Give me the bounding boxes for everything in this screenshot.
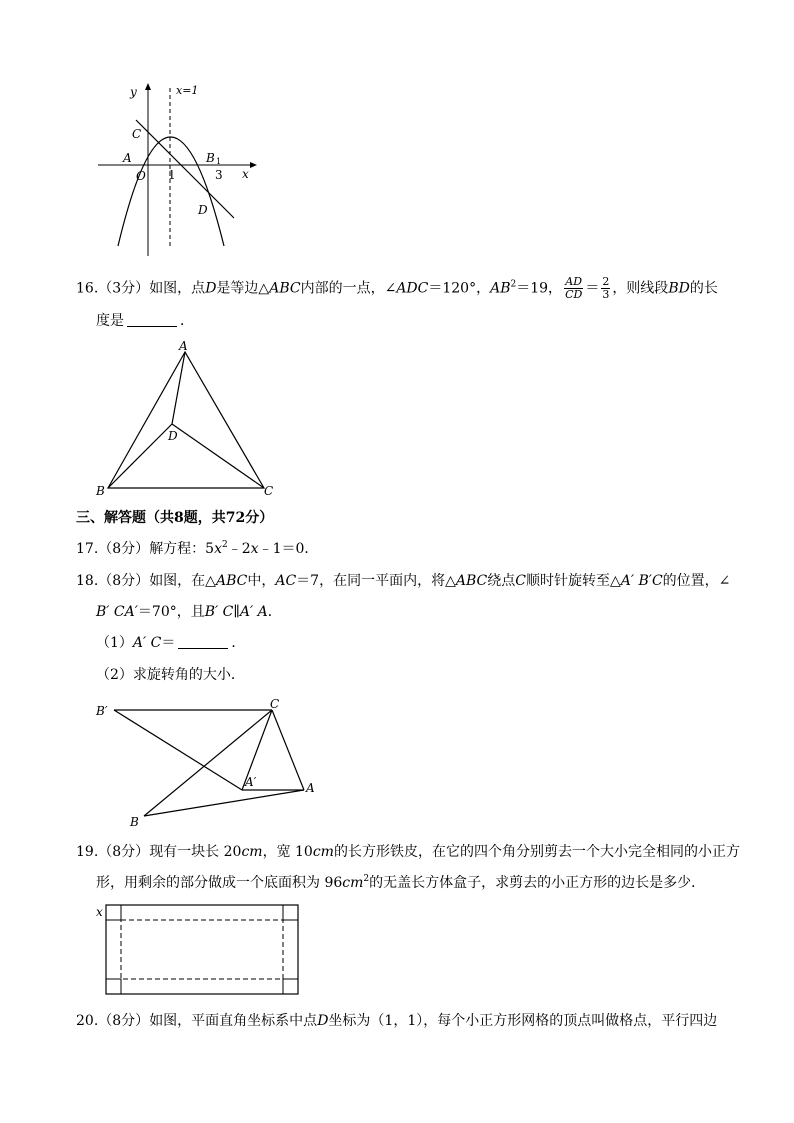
text: ，则线段: [612, 280, 669, 297]
label-c: C: [132, 127, 142, 141]
exponent: 2: [222, 540, 228, 550]
label-a: A: [306, 781, 315, 795]
segment-c-a: [272, 710, 304, 790]
numerator: 2: [602, 275, 610, 288]
text: 的长: [689, 280, 718, 297]
label-c: C: [270, 697, 280, 711]
label-b: B: [206, 151, 215, 165]
question-19-line-1: [76, 842, 740, 862]
question-17: [76, 539, 318, 559]
var: AB: [490, 280, 511, 297]
text: 的位置，∠: [662, 573, 731, 589]
question-18-sub-2: （2）求旋转角的大小．: [96, 667, 245, 683]
corner-square-bl: [106, 979, 121, 994]
figure-19-sheet: [94, 902, 306, 998]
question-20-line-1: [76, 1011, 717, 1031]
label-b: B: [130, 815, 139, 828]
corner-square-br: [283, 979, 298, 994]
text: ＝70°，且: [137, 604, 205, 620]
question-number: 20.: [76, 1013, 99, 1029]
label-x: x: [242, 167, 249, 181]
points: （8分）: [98, 541, 150, 557]
figure-15-parabola: [90, 78, 260, 260]
var: C: [515, 573, 526, 589]
text: ﹣1＝0．: [258, 541, 319, 557]
text: ．: [231, 635, 246, 651]
x-axis-arrow-icon: [250, 162, 257, 168]
var: x: [214, 541, 223, 557]
text: 解方程：5: [149, 541, 215, 557]
label-ap: A′: [245, 775, 257, 789]
text: ，宽 10: [262, 844, 313, 860]
tick-1: 1: [168, 168, 176, 182]
figure-16-triangle: [92, 338, 282, 500]
label-y: y: [130, 85, 137, 99]
label-a: A: [179, 339, 188, 353]
var: B′ CA′: [96, 604, 138, 620]
outer-rectangle: [106, 905, 298, 994]
var: A′ B′C: [620, 573, 663, 589]
question-18-sub-1: [96, 633, 245, 653]
fold-lines: [121, 920, 283, 979]
var: A′ C: [132, 635, 162, 651]
text: 坐标为（1，1），每个小正方形网格的顶点叫做格点，平行四边: [328, 1013, 718, 1029]
text: 的长方形铁皮，在它的四个角分别剪去一个大小完全相同的小正方: [333, 844, 740, 860]
var: ADC: [396, 280, 429, 297]
text: 顺时针旋转至△: [525, 573, 621, 589]
text: 如图，点: [149, 280, 206, 297]
label-b-sub: 1: [216, 157, 222, 166]
text: 中，: [247, 573, 276, 589]
label-c: C: [264, 484, 274, 498]
denominator: 3: [602, 288, 610, 301]
question-number: 16.: [76, 280, 99, 297]
text: 如图，在△: [149, 573, 216, 589]
label-bp: B′: [96, 704, 108, 718]
question-number: 19.: [76, 844, 99, 860]
text: ＝120°，: [428, 280, 491, 297]
var: D: [205, 280, 217, 297]
label-a: A: [123, 151, 132, 165]
text: 是等边△: [216, 280, 270, 297]
text: ＝: [161, 635, 176, 651]
unit: cm: [342, 875, 364, 891]
text: （1）: [96, 635, 133, 651]
denominator: CD: [565, 288, 583, 301]
exponent: 2: [363, 874, 370, 884]
text: 内部的一点，∠: [300, 280, 397, 297]
segment-c-b: [144, 710, 272, 816]
text: ．: [267, 604, 282, 620]
question-number: 17.: [76, 541, 99, 557]
var: BD: [668, 280, 690, 297]
numerator: AD: [565, 275, 583, 288]
unit: cm: [241, 844, 263, 860]
segment-b-a: [144, 790, 304, 816]
label-sym-axis: x=1: [176, 84, 199, 97]
question-16-line-1: [76, 276, 718, 301]
points: （3分）: [98, 280, 150, 297]
question-18-line-1: [76, 571, 730, 591]
text: 形，用剩余的部分做成一个底面积为 96: [96, 875, 343, 891]
var: D: [317, 1013, 329, 1029]
answer-blank[interactable]: [127, 312, 177, 327]
unit: cm: [312, 844, 334, 860]
text: ＝: [585, 280, 600, 297]
points: （8分）: [98, 844, 150, 860]
label-d: D: [198, 203, 208, 217]
points: （8分）: [98, 1013, 150, 1029]
text: 现有一块长 20: [149, 844, 242, 860]
question-18-line-2: [96, 602, 282, 622]
text: 度是: [96, 313, 124, 329]
text: 如图，平面直角坐标系中点: [149, 1013, 318, 1029]
var: ABC: [269, 280, 301, 297]
segment-cd: [172, 424, 264, 488]
label-d: D: [168, 429, 178, 443]
var: x: [250, 541, 259, 557]
var: B′ C: [204, 604, 234, 620]
var: A′ A: [239, 604, 268, 620]
points: （8分）: [98, 573, 150, 589]
var: ABC: [455, 573, 488, 589]
answer-blank[interactable]: [178, 634, 228, 649]
question-16-line-2: [96, 311, 194, 331]
text: ＝19，: [516, 280, 563, 297]
fraction-ad-cd: [564, 276, 583, 301]
label-b: B: [96, 484, 105, 498]
text: ＝7，在同一平面内，将△: [296, 573, 456, 589]
figure-18-rotation: [92, 696, 324, 828]
y-axis-arrow-icon: [145, 83, 151, 90]
tick-3: 3: [215, 168, 223, 182]
exponent: 2: [510, 279, 517, 290]
question-number: 18.: [76, 573, 99, 589]
var: ABC: [215, 573, 248, 589]
segment-bd: [108, 424, 172, 488]
corner-square-tl: [106, 905, 121, 920]
label-o: O: [136, 169, 146, 183]
section-3-title: 三、解答题（共8题，共72分）: [76, 510, 274, 526]
fraction-2-3: [601, 276, 610, 301]
text: ﹣2: [227, 541, 251, 557]
text: 绕点: [487, 573, 516, 589]
triangle-abc: [108, 352, 264, 488]
text: ∥: [233, 604, 240, 620]
text: ．: [180, 313, 194, 329]
var: AC: [275, 573, 297, 589]
label-x: x: [96, 905, 103, 919]
text: 的无盖长方体盒子，求剪去的小正方形的边长是多少．: [369, 875, 706, 891]
question-19-line-2: [96, 873, 705, 893]
corner-square-tr: [283, 905, 298, 920]
